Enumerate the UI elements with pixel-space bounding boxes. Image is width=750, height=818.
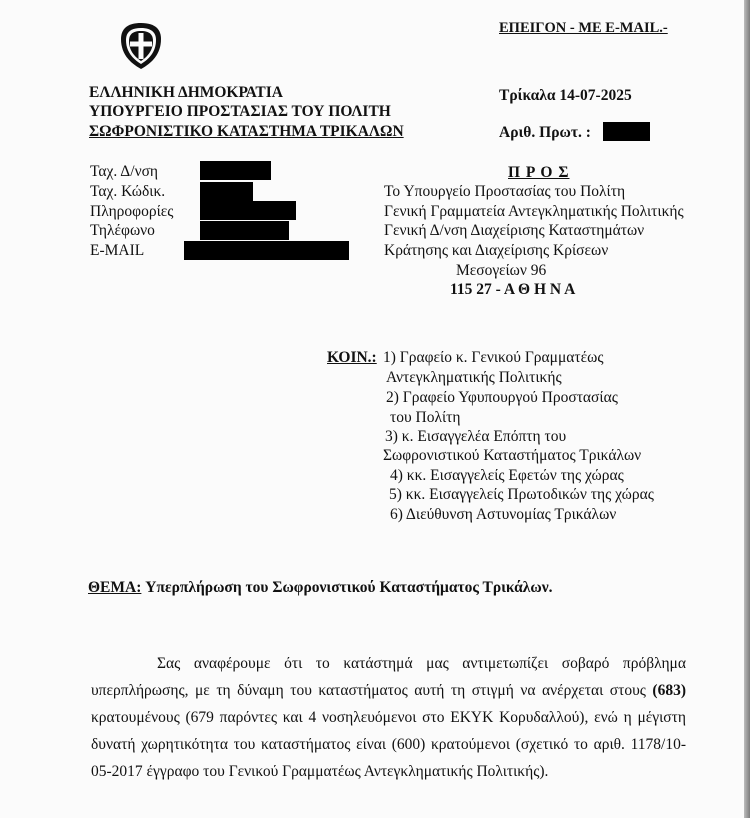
koin-line: Σωφρονιστικού Καταστήματος Τρικάλων: [383, 447, 642, 464]
contact-label-phone: Τηλέφωνο: [90, 222, 155, 239]
koin-line: Αντεγκληματικής Πολιτικής: [386, 369, 562, 386]
koin-line: 3) κ. Εισαγγελέα Επόπτη του: [385, 428, 567, 445]
recipient-city: 115 27 - Α Θ Η Ν Α: [450, 281, 576, 298]
recipient-line: Το Υπουργείο Προστασίας του Πολίτη: [384, 183, 626, 200]
body-text-start: Σας αναφέρουμε ότι το κατάστημά μας αντιμετωπίζει σοβαρό πρόβλημα υπερπλήρωσης, με τη δύναμη του καταστήματος αυτή τη στιγμή να ανέρχεται στους: [91, 655, 686, 699]
sender-ministry: ΥΠΟΥΡΓΕΙΟ ΠΡΟΣΤΑΣΙΑΣ ΤΟΥ ΠΟΛΙΤΗ: [89, 103, 391, 120]
redacted-address: [200, 161, 271, 180]
redacted-phone: [200, 221, 289, 240]
sender-institution: ΣΩΦΡΟΝΙΣΤΙΚΟ ΚΑΤΑΣΤΗΜΑ ΤΡΙΚΑΛΩΝ: [89, 123, 404, 140]
redacted-info: [200, 201, 296, 220]
redacted-email: [184, 241, 349, 260]
redacted-protocol-number: [603, 122, 650, 141]
koin-label: ΚΟΙΝ.:: [327, 349, 377, 366]
greek-emblem-icon: [116, 21, 166, 71]
protocol-label: Αριθ. Πρωτ. :: [499, 124, 591, 141]
place-date: Τρίκαλα 14-07-2025: [499, 87, 632, 104]
koin-line: 1) Γραφείο κ. Γενικού Γραμματέως: [383, 349, 604, 366]
subject-text: Υπερπλήρωση του Σωφρονιστικού Καταστήματος Τρικάλων.: [145, 579, 553, 596]
body-paragraph: [91, 650, 686, 785]
contact-label-postcode: Ταχ. Κώδικ.: [90, 183, 166, 200]
contact-label-email: E-MAIL: [90, 242, 145, 259]
recipient-line: Γενική Δ/νση Διαχείρισης Καταστημάτων: [384, 222, 645, 239]
subject-line: [88, 579, 553, 597]
recipient-line: Κράτησης και Διαχείρισης Κρίσεων: [384, 242, 609, 259]
koin-line: 5) κκ. Εισαγγελείς Πρωτοδικών της χώρας: [389, 486, 654, 503]
body-text-end: κρατουμένους (679 παρόντες και 4 νοσηλευόμενοι στο ΕΚΥΚ Κορυδαλλού), ενώ η μέγιστη δυνατή χωρητικότητα του καταστήματος είναι (600) κρατούμενοι (σχετικό το αριθ. 1178/10-05-2017 έγγραφο του Γενικού Γραμματέως Αντεγκληματικής Πολιτικής).: [91, 709, 686, 780]
koin-line: 2) Γραφείο Υφυπουργού Προστασίας: [386, 389, 618, 406]
priority-stamp: ΕΠΕΙΓΟΝ - ΜΕ E-MAIL.-: [499, 20, 668, 36]
contact-label-info: Πληροφορίες: [90, 203, 174, 220]
subject-label: ΘΕΜΑ:: [88, 579, 142, 596]
recipient-line: Μεσογείων 96: [456, 262, 547, 279]
koin-line: 6) Διεύθυνση Αστυνομίας Τρικάλων: [390, 506, 617, 523]
body-inmate-count: (683): [652, 682, 686, 699]
recipient-line: Γενική Γραμματεία Αντεγκληματικής Πολιτικής: [384, 203, 684, 220]
recipient-heading: Π Ρ Ο Σ: [508, 164, 570, 181]
contact-label-address: Ταχ. Δ/νση: [90, 163, 159, 180]
koin-line: του Πολίτη: [390, 409, 461, 426]
koin-line: 4) κκ. Εισαγγελείς Εφετών της χώρας: [390, 467, 624, 484]
sender-republic: ΕΛΛΗΝΙΚΗ ΔΗΜΟΚΡΑΤΙΑ: [89, 84, 283, 101]
redacted-postcode: [200, 182, 253, 201]
page-edge-shadow: [744, 0, 750, 818]
